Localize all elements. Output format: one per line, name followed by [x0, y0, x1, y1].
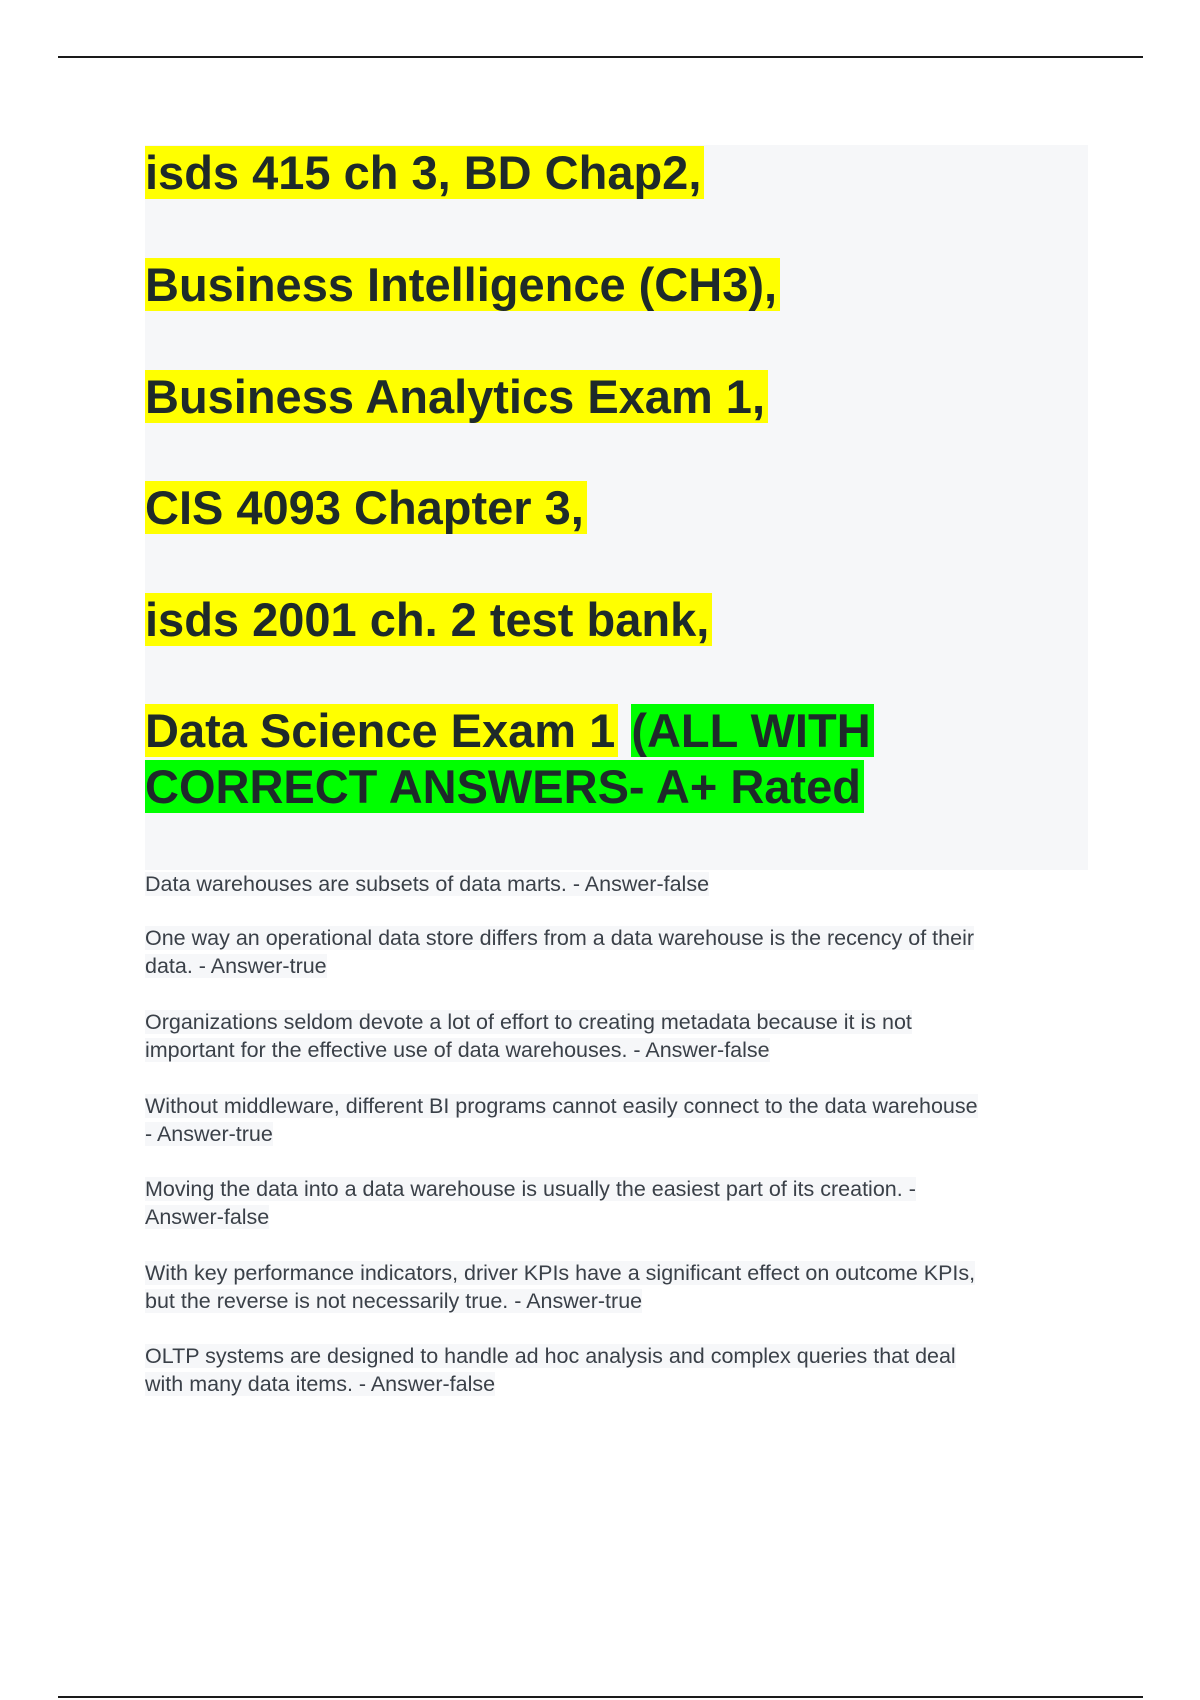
title-line-2 — [145, 257, 780, 313]
qa-item-4 — [145, 1092, 1095, 1148]
qa-item-7 — [145, 1342, 1095, 1398]
title-line-3 — [145, 369, 768, 425]
footer-rule — [58, 1696, 1143, 1698]
title-line-3-text: Business Analytics Exam 1, — [145, 370, 768, 423]
qa-item-2 — [145, 924, 1095, 980]
title-line-5-text: isds 2001 ch. 2 test bank, — [145, 593, 712, 646]
title-line-2-text: Business Intelligence (CH3), — [145, 258, 780, 311]
qa-item-5-line-1: Moving the data into a data warehouse is usually the easiest part of its creation. - — [145, 1177, 916, 1201]
title-block — [145, 145, 1088, 870]
qa-item-2-line-1: One way an operational data store differs from a data warehouse is the recency of their — [145, 926, 975, 950]
title-line-6 — [145, 703, 874, 759]
title-line-1-text: isds 415 ch 3, BD Chap2, — [145, 146, 704, 199]
title-line-4-text: CIS 4093 Chapter 3, — [145, 481, 587, 534]
qa-item-6-line-1: With key performance indicators, driver KPIs have a significant effect on outcome KPIs, — [145, 1261, 976, 1285]
qa-item-6-line-2: but the reverse is not necessarily true. - Answer-true — [145, 1289, 643, 1313]
qa-item-5-line-2: Answer-false — [145, 1205, 270, 1229]
qa-item-6 — [145, 1259, 1095, 1315]
title-line-5 — [145, 592, 712, 648]
title-line-7 — [145, 759, 864, 815]
qa-item-7-line-1: OLTP systems are designed to handle ad hoc analysis and complex queries that deal — [145, 1344, 956, 1368]
qa-item-2-line-2: data. - Answer-true — [145, 954, 327, 978]
correct-answers-tag-2: CORRECT ANSWERS- A+ Rated — [145, 760, 864, 813]
title-line-4 — [145, 480, 587, 536]
qa-item-1 — [145, 870, 1095, 898]
title-line-6-text: Data Science Exam 1 — [145, 704, 618, 757]
qa-item-3 — [145, 1008, 1095, 1064]
qa-item-3-line-2: important for the effective use of data warehouses. - Answer-false — [145, 1038, 770, 1062]
qa-item-3-line-1: Organizations seldom devote a lot of effort to creating metadata because it is not — [145, 1010, 912, 1034]
qa-item-7-line-2: with many data items. - Answer-false — [145, 1372, 496, 1396]
qa-item-1-line-1: Data warehouses are subsets of data marts. - Answer-false — [145, 872, 710, 896]
qa-item-4-line-1: Without middleware, different BI programs cannot easily connect to the data warehouse — [145, 1094, 978, 1118]
header-rule — [58, 56, 1143, 58]
qa-item-5 — [145, 1175, 1095, 1231]
correct-answers-tag-1: (ALL WITH — [631, 704, 873, 757]
title-line-1 — [145, 145, 704, 201]
qa-item-4-line-2: - Answer-true — [145, 1122, 273, 1146]
